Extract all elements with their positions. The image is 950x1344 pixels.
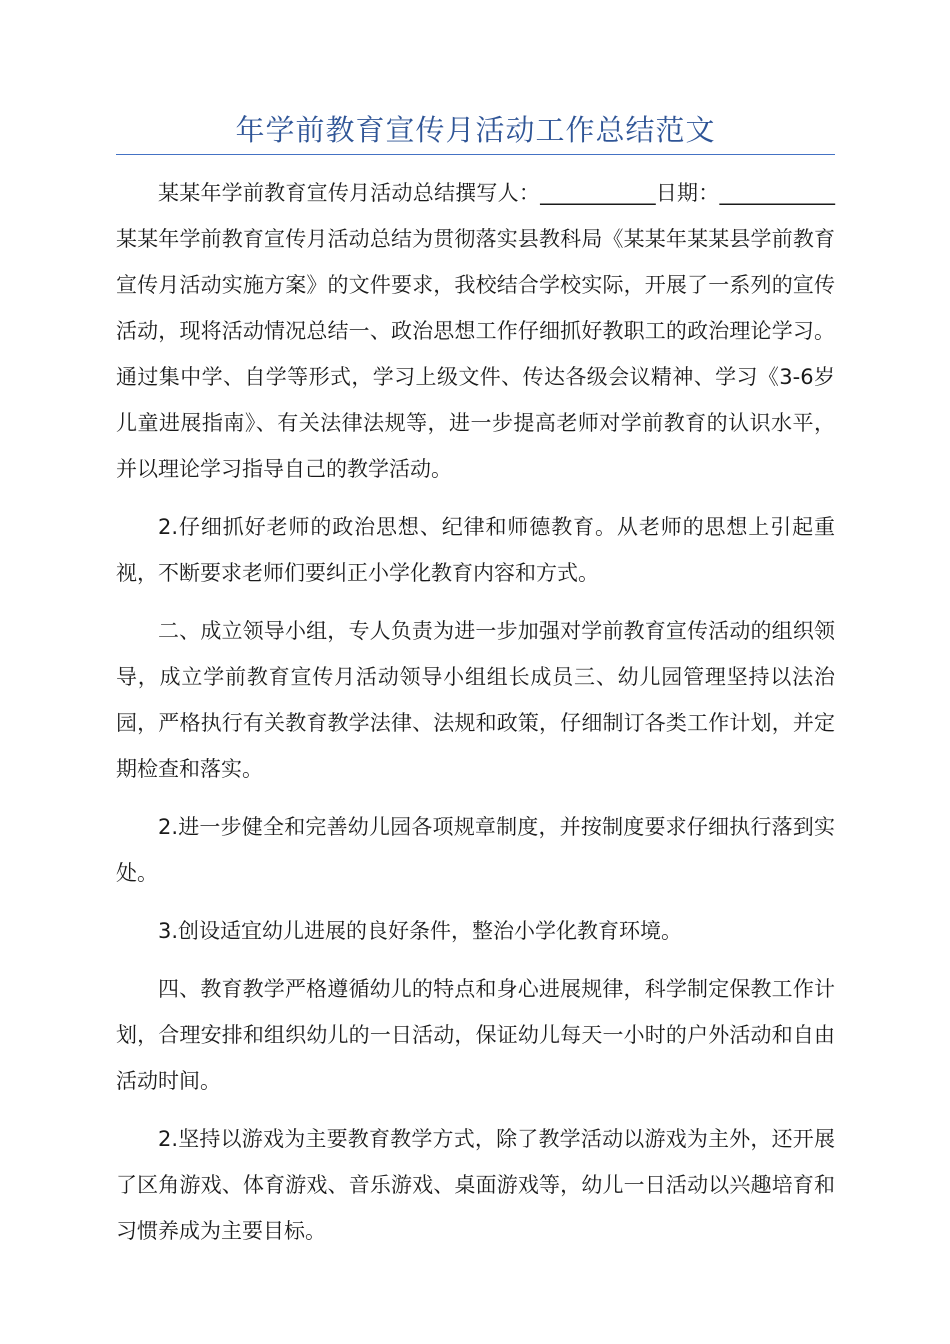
title-underline: [116, 154, 835, 155]
paragraph: 二、成立领导小组，专人负责为进一步加强对学前教育宣传活动的组织领导，成立学前教育宣传月活动领导小组组长成员三、幼儿园管理坚持以法治园，严格执行有关教育教学法律、法规和政策，仔细制订各类工作计划，并定期检查和落实。: [116, 619, 835, 781]
paragraph: 3.创设适宜幼儿进展的良好条件，整治小学化教育环境。: [158, 919, 683, 943]
paragraph: 2.仔细抓好老师的政治思想、纪律和师德教育。从老师的思想上引起重视，不断要求老师们要纠正小学化教育内容和方式。: [116, 515, 835, 585]
paragraph: 2.进一步健全和完善幼儿园各项规章制度，并按制度要求仔细执行落到实处。: [116, 815, 835, 885]
paragraph: 2.坚持以游戏为主要教育教学方式，除了教学活动以游戏为主外，还开展了区角游戏、体育游戏、音乐游戏、桌面游戏等，幼儿一日活动以兴趣培育和习惯养成为主要目标。: [116, 1127, 835, 1243]
paragraph: 某某年学前教育宣传月活动总结撰写人：___________日期：___________某某年学前教育宣传月活动总结为贯彻落实县教科局《某某年某某县学前教育宣传月活动实施方案》的文件要求，我校结合学校实际，开展了一系列的宣传活动，现将活动情况总结一、政治思想工作仔细抓好教职工的政治理论学习。通过集中学、自学等形式，学习上级文件、传达各级会议精神、学习《3-6岁儿童进展指南》、有关法律法规等，进一步提高老师对学前教育的认识水平，并以理论学习指导自己的教学活动。: [116, 181, 835, 481]
paragraph: 四、教育教学严格遵循幼儿的特点和身心进展规律，科学制定保教工作计划，合理安排和组织幼儿的一日活动，保证幼儿每天一小时的户外活动和自由活动时间。: [116, 977, 835, 1093]
document-body: [116, 170, 835, 1266]
document-title: 年学前教育宣传月活动工作总结范文: [235, 113, 716, 147]
